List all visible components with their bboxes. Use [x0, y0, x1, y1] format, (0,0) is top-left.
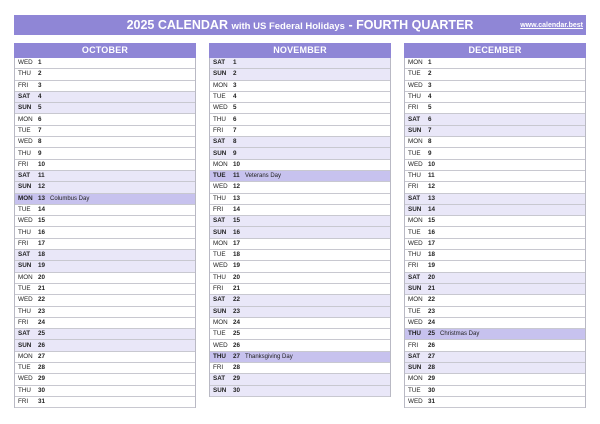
day-list: [14, 58, 196, 408]
weekday-label: SAT: [18, 330, 31, 338]
day-row: [15, 329, 195, 340]
day-row: [210, 216, 390, 227]
day-row: [15, 307, 195, 318]
holiday-name: Columbus Day: [50, 195, 90, 202]
weekday-label: MON: [18, 115, 33, 123]
weekday-label: THU: [213, 273, 226, 281]
weekday-label: MON: [408, 59, 423, 67]
day-number: 20: [38, 273, 46, 281]
weekday-label: MON: [18, 352, 33, 360]
day-row: [15, 126, 195, 137]
day-row: [405, 340, 585, 351]
day-row: [210, 239, 390, 250]
weekday-label: SAT: [408, 352, 421, 360]
weekday-label: MON: [408, 375, 423, 383]
day-number: 16: [428, 228, 436, 236]
day-row: [15, 261, 195, 272]
day-number: 3: [428, 81, 432, 89]
weekday-label: WED: [408, 160, 423, 168]
day-number: 5: [233, 104, 237, 112]
weekday-label: FRI: [18, 239, 29, 247]
month-october: [14, 43, 196, 408]
weekday-label: MON: [18, 194, 33, 202]
day-number: 12: [38, 183, 46, 191]
day-number: 16: [38, 228, 46, 236]
day-number: 13: [38, 194, 46, 202]
day-row: [15, 182, 195, 193]
day-row: [210, 114, 390, 125]
day-row: [405, 160, 585, 171]
day-number: 25: [38, 330, 46, 338]
holiday-row: [210, 352, 390, 363]
weekday-label: SUN: [18, 341, 32, 349]
day-row: [405, 352, 585, 363]
weekday-label: TUE: [408, 70, 421, 78]
day-number: 24: [428, 318, 436, 326]
holiday-name: Veterans Day: [245, 173, 282, 180]
day-row: [210, 126, 390, 137]
day-number: 15: [38, 217, 46, 225]
day-row: [15, 81, 195, 92]
day-row: [210, 103, 390, 114]
weekday-label: WED: [408, 81, 423, 89]
weekday-label: TUE: [18, 364, 31, 372]
day-number: 29: [233, 375, 241, 383]
page-title: [14, 15, 586, 35]
day-list: [404, 58, 586, 408]
day-row: [210, 374, 390, 385]
day-number: 14: [428, 206, 436, 213]
weekday-label: WED: [408, 239, 423, 247]
weekday-label: THU: [18, 386, 31, 394]
day-row: [210, 261, 390, 272]
weekday-label: TUE: [18, 206, 31, 213]
weekday-label: WED: [408, 398, 423, 406]
day-number: 30: [233, 386, 241, 394]
day-number: 23: [428, 307, 436, 315]
day-number: 6: [233, 115, 237, 123]
day-row: [15, 171, 195, 182]
day-row: [405, 92, 585, 103]
holiday-row: [15, 194, 195, 205]
day-number: 21: [38, 285, 46, 293]
day-number: 30: [38, 386, 46, 394]
day-number: 26: [233, 341, 241, 349]
day-number: 12: [233, 183, 241, 191]
day-number: 17: [38, 239, 46, 247]
weekday-label: SUN: [213, 386, 227, 394]
day-number: 8: [428, 138, 432, 146]
day-number: 19: [233, 262, 241, 270]
day-row: [15, 205, 195, 216]
day-number: 5: [38, 104, 42, 112]
day-row: [210, 92, 390, 103]
weekday-label: SAT: [213, 375, 226, 383]
day-row: [15, 58, 195, 69]
day-number: 31: [428, 398, 436, 406]
day-number: 16: [233, 228, 241, 236]
weekday-label: FRI: [408, 104, 419, 112]
day-number: 30: [428, 386, 436, 394]
day-number: 20: [233, 273, 241, 281]
weekday-label: THU: [213, 115, 226, 123]
day-number: 8: [38, 138, 42, 146]
weekday-label: TUE: [18, 285, 31, 293]
weekday-label: THU: [408, 330, 421, 338]
website-link[interactable]: www.calendar.best: [520, 22, 583, 29]
day-row: [210, 69, 390, 80]
weekday-label: FRI: [213, 285, 224, 293]
day-row: [210, 194, 390, 205]
day-number: 15: [233, 217, 241, 225]
weekday-label: SAT: [213, 138, 226, 146]
day-number: 18: [428, 251, 436, 259]
weekday-label: SAT: [213, 59, 226, 67]
title-quarter: FOURTH QUARTER: [356, 18, 474, 32]
weekday-label: SUN: [408, 364, 422, 372]
day-row: [15, 386, 195, 397]
day-row: [15, 340, 195, 351]
weekday-label: FRI: [18, 160, 29, 168]
day-row: [15, 318, 195, 329]
day-row: [405, 216, 585, 227]
day-row: [15, 397, 195, 408]
weekday-label: MON: [408, 217, 423, 225]
day-number: 4: [233, 93, 237, 101]
day-number: 7: [38, 126, 42, 134]
day-row: [15, 148, 195, 159]
day-number: 31: [38, 398, 46, 406]
day-number: 25: [428, 330, 436, 338]
day-row: [210, 284, 390, 295]
weekday-label: MON: [18, 273, 33, 281]
day-row: [405, 126, 585, 137]
day-number: 10: [428, 160, 436, 168]
holiday-name: Christmas Day: [440, 331, 480, 338]
day-row: [405, 58, 585, 69]
day-number: 21: [428, 285, 436, 293]
day-row: [15, 273, 195, 284]
day-number: 2: [233, 70, 237, 78]
day-row: [210, 318, 390, 329]
day-number: 8: [233, 138, 237, 146]
month-header: NOVEMBER: [209, 43, 391, 58]
day-row: [405, 239, 585, 250]
day-number: 23: [38, 307, 46, 315]
month-header: OCTOBER: [14, 43, 196, 58]
day-number: 9: [38, 149, 42, 157]
day-row: [405, 148, 585, 159]
weekday-label: SUN: [18, 104, 32, 112]
weekday-label: THU: [18, 70, 31, 78]
title-sub: with US Federal Holidays: [231, 21, 345, 32]
day-number: 18: [38, 251, 46, 259]
month-header: DECEMBER: [404, 43, 586, 58]
holiday-name: Thanksgiving Day: [245, 353, 293, 360]
weekday-label: SUN: [18, 183, 32, 191]
weekday-label: TUE: [408, 228, 421, 236]
day-row: [405, 81, 585, 92]
weekday-label: THU: [408, 251, 421, 259]
weekday-label: FRI: [18, 81, 29, 89]
month-november: [209, 43, 391, 397]
day-row: [405, 363, 585, 374]
weekday-label: SAT: [408, 273, 421, 281]
day-row: [15, 114, 195, 125]
day-row: [405, 386, 585, 397]
weekday-label: MON: [213, 239, 228, 247]
day-row: [405, 194, 585, 205]
weekday-label: SUN: [408, 285, 422, 293]
weekday-label: TUE: [213, 330, 226, 338]
weekday-label: SAT: [408, 115, 421, 123]
day-row: [210, 137, 390, 148]
day-number: 28: [38, 364, 46, 372]
weekday-label: SUN: [18, 262, 32, 270]
day-row: [210, 363, 390, 374]
weekday-label: THU: [408, 172, 421, 180]
day-number: 13: [428, 194, 436, 202]
day-number: 2: [38, 70, 42, 78]
day-number: 29: [38, 375, 46, 383]
day-row: [405, 205, 585, 216]
title-banner: [14, 15, 586, 35]
day-row: [15, 352, 195, 363]
day-number: 21: [233, 285, 241, 293]
day-row: [405, 114, 585, 125]
weekday-label: SUN: [213, 228, 227, 236]
weekday-label: SAT: [408, 194, 421, 202]
weekday-label: TUE: [213, 251, 226, 259]
day-row: [210, 340, 390, 351]
day-row: [210, 148, 390, 159]
day-row: [405, 261, 585, 272]
weekday-label: SUN: [408, 206, 422, 213]
day-row: [405, 273, 585, 284]
weekday-label: TUE: [18, 126, 31, 134]
day-number: 3: [233, 81, 237, 89]
weekday-label: THU: [213, 194, 226, 202]
day-number: 5: [428, 104, 432, 112]
day-row: [405, 295, 585, 306]
day-row: [405, 182, 585, 193]
weekday-label: SUN: [213, 149, 227, 157]
day-row: [210, 58, 390, 69]
weekday-label: WED: [18, 217, 33, 225]
weekday-label: FRI: [408, 183, 419, 191]
weekday-label: WED: [18, 296, 33, 304]
weekday-label: WED: [18, 59, 33, 67]
day-number: 22: [38, 296, 46, 304]
weekday-label: FRI: [408, 341, 419, 349]
day-row: [15, 374, 195, 385]
day-row: [15, 295, 195, 306]
weekday-label: FRI: [213, 206, 224, 213]
day-row: [210, 329, 390, 340]
day-number: 10: [38, 160, 46, 168]
weekday-label: WED: [213, 262, 228, 270]
weekday-label: SUN: [213, 307, 227, 315]
day-row: [405, 307, 585, 318]
day-row: [405, 137, 585, 148]
day-number: 27: [38, 352, 46, 360]
day-row: [15, 239, 195, 250]
day-row: [15, 227, 195, 238]
title-dash: -: [344, 18, 357, 32]
weekday-label: THU: [408, 93, 421, 101]
day-number: 9: [233, 149, 237, 157]
weekday-label: FRI: [18, 398, 29, 406]
day-row: [15, 284, 195, 295]
weekday-label: WED: [213, 341, 228, 349]
day-row: [405, 397, 585, 408]
day-number: 12: [428, 183, 436, 191]
day-number: 24: [38, 318, 46, 326]
day-number: 1: [233, 59, 237, 67]
weekday-label: SAT: [213, 217, 226, 225]
weekday-label: FRI: [213, 364, 224, 372]
day-row: [405, 69, 585, 80]
weekday-label: TUE: [213, 172, 226, 180]
title-main: 2025 CALENDAR: [126, 18, 228, 32]
weekday-label: WED: [18, 138, 33, 146]
day-number: 17: [233, 239, 241, 247]
day-row: [15, 137, 195, 148]
day-row: [210, 273, 390, 284]
day-number: 27: [428, 352, 436, 360]
day-row: [405, 250, 585, 261]
day-list: [209, 58, 391, 397]
day-number: 28: [428, 364, 436, 372]
day-number: 7: [428, 126, 432, 134]
day-number: 20: [428, 273, 436, 281]
day-number: 6: [428, 115, 432, 123]
weekday-label: SAT: [18, 251, 31, 259]
day-row: [210, 160, 390, 171]
weekday-label: SAT: [213, 296, 226, 304]
weekday-label: MON: [408, 138, 423, 146]
day-row: [210, 182, 390, 193]
day-row: [210, 205, 390, 216]
day-number: 29: [428, 375, 436, 383]
day-row: [15, 363, 195, 374]
weekday-label: WED: [213, 183, 228, 191]
day-row: [210, 307, 390, 318]
day-number: 19: [428, 262, 436, 270]
weekday-label: WED: [408, 318, 423, 326]
weekday-label: FRI: [213, 126, 224, 134]
weekday-label: THU: [213, 352, 226, 360]
day-number: 13: [233, 194, 241, 202]
day-number: 22: [233, 296, 241, 304]
weekday-label: TUE: [408, 149, 421, 157]
day-row: [210, 295, 390, 306]
day-number: 6: [38, 115, 42, 123]
day-number: 14: [233, 206, 241, 213]
weekday-label: THU: [18, 307, 31, 315]
day-number: 26: [38, 341, 46, 349]
weekday-label: MON: [213, 160, 228, 168]
day-row: [210, 250, 390, 261]
day-row: [405, 227, 585, 238]
day-row: [210, 81, 390, 92]
day-number: 2: [428, 70, 432, 78]
day-number: 24: [233, 318, 241, 326]
holiday-row: [210, 171, 390, 182]
weekday-label: WED: [213, 104, 228, 112]
day-row: [405, 171, 585, 182]
day-row: [405, 284, 585, 295]
weekday-label: MON: [213, 81, 228, 89]
day-number: 17: [428, 239, 436, 247]
day-row: [15, 250, 195, 261]
day-number: 25: [233, 330, 241, 338]
day-number: 15: [428, 217, 436, 225]
day-row: [15, 103, 195, 114]
weekday-label: TUE: [408, 386, 421, 394]
weekday-label: SAT: [18, 93, 31, 101]
day-row: [15, 69, 195, 80]
day-number: 9: [428, 149, 432, 157]
day-number: 27: [233, 352, 241, 360]
weekday-label: SUN: [213, 70, 227, 78]
day-number: 11: [38, 172, 45, 180]
weekday-label: THU: [18, 149, 31, 157]
weekday-label: SUN: [408, 126, 422, 134]
day-row: [15, 160, 195, 171]
day-number: 18: [233, 251, 241, 259]
day-number: 4: [428, 93, 432, 101]
day-row: [405, 374, 585, 385]
weekday-label: THU: [18, 228, 31, 236]
holiday-row: [405, 329, 585, 340]
month-december: [404, 43, 586, 408]
day-number: 11: [233, 172, 240, 180]
day-number: 22: [428, 296, 436, 304]
day-number: 4: [38, 93, 42, 101]
weekday-label: MON: [213, 318, 228, 326]
day-number: 23: [233, 307, 241, 315]
weekday-label: FRI: [18, 318, 29, 326]
day-number: 3: [38, 81, 42, 89]
day-row: [405, 318, 585, 329]
weekday-label: WED: [18, 375, 33, 383]
day-number: 1: [428, 59, 432, 67]
weekday-label: TUE: [213, 93, 226, 101]
weekday-label: FRI: [408, 262, 419, 270]
weekday-label: SAT: [18, 172, 31, 180]
day-number: 19: [38, 262, 46, 270]
day-number: 11: [428, 172, 435, 180]
day-number: 7: [233, 126, 237, 134]
day-row: [405, 103, 585, 114]
day-number: 28: [233, 364, 241, 372]
day-number: 14: [38, 206, 46, 213]
day-row: [210, 386, 390, 397]
day-number: 26: [428, 341, 436, 349]
day-row: [210, 227, 390, 238]
day-row: [15, 92, 195, 103]
day-row: [15, 216, 195, 227]
day-number: 1: [38, 59, 42, 67]
weekday-label: MON: [408, 296, 423, 304]
weekday-label: TUE: [408, 307, 421, 315]
day-number: 10: [233, 160, 241, 168]
